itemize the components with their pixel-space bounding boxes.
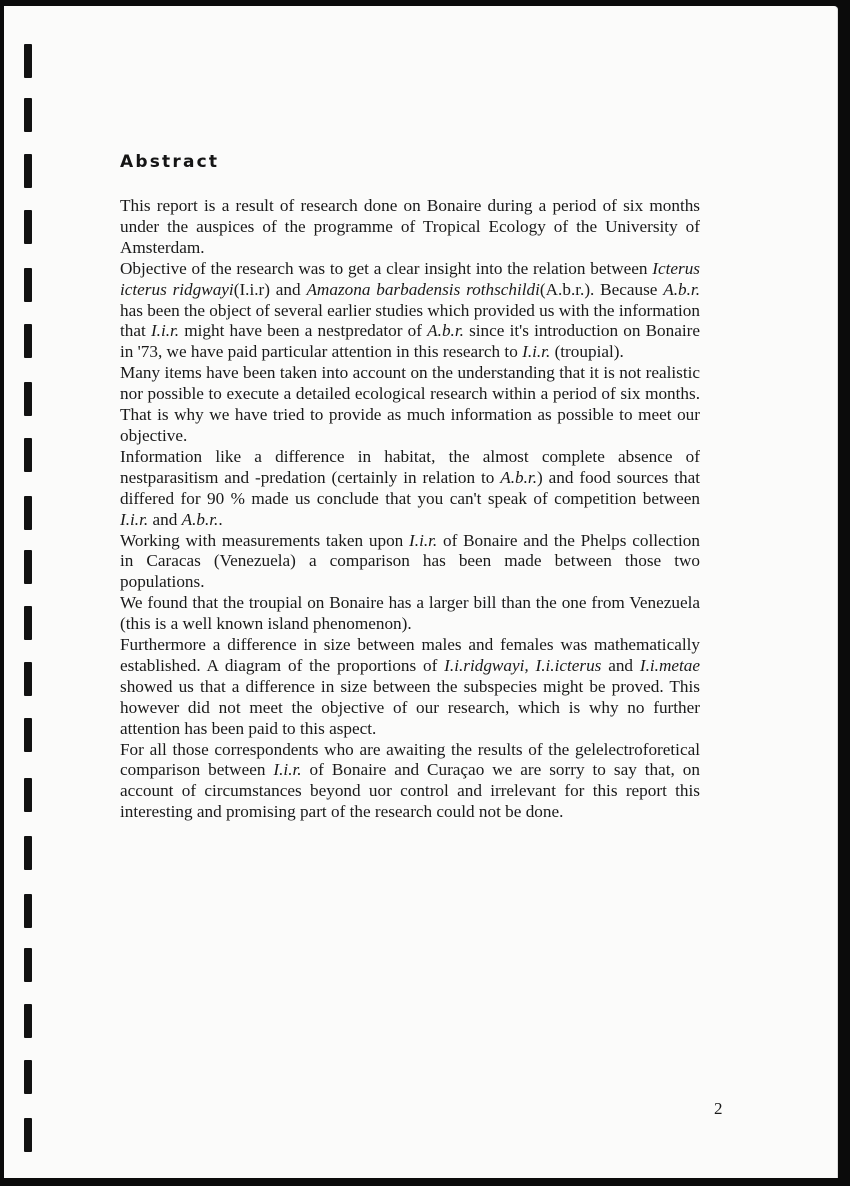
paragraph: Furthermore a difference in size between males and females was mathematically established. A diagram of the proportions of I.i.ridgwayi, I.i.icterus and I.i.metae showed us that a difference in size between the subspecies might be proved. This however did not meet the objective of our research, which is why no further attention has been paid to this aspect. <box>120 635 700 738</box>
binding-hole <box>24 550 32 584</box>
binding-hole <box>24 894 32 928</box>
binding-hole <box>24 1060 32 1094</box>
binding-hole <box>24 718 32 752</box>
document-page <box>4 6 838 1178</box>
binding-hole <box>24 324 32 358</box>
binding-hole <box>24 382 32 416</box>
binding-hole <box>24 836 32 870</box>
paragraph: Working with measurements taken upon I.i.r. of Bonaire and the Phelps collection in Caracas (Venezuela) a comparison has been made between those two populations. <box>120 530 700 592</box>
binding-hole <box>24 948 32 982</box>
binding-hole <box>24 778 32 812</box>
binding-hole <box>24 606 32 640</box>
paragraph: Many items have been taken into account on the understanding that it is not realistic nor possible to execute a detailed ecological research within a period of six months. That is why we have tried to provide as much information as possible to meet our objective. <box>120 363 700 445</box>
binding-hole <box>24 438 32 472</box>
binding-hole <box>24 662 32 696</box>
binding-hole <box>24 1004 32 1038</box>
binding-hole <box>24 268 32 302</box>
abstract-heading: Abstract <box>120 152 220 172</box>
binding-hole <box>24 98 32 132</box>
binding-hole <box>24 154 32 188</box>
paragraph: Information like a difference in habitat, the almost complete absence of nestparasitism and -predation (certainly in relation to A.b.r.) and food sources that differed for 90 % made us conclude that you can't speak of competition between I.i.r. and A.b.r.. <box>120 446 700 529</box>
binding-hole <box>24 496 32 530</box>
binding-holes <box>4 6 44 1178</box>
binding-hole <box>24 1118 32 1152</box>
page-number: 2 <box>714 1099 723 1118</box>
paragraph: Objective of the research was to get a clear insight into the relation between Icterus icterus ridgwayi(I.i.r) and Amazona barbadensis rothschildi(A.b.r.). Because A.b.r. has been the object of several earlier studies which provided us with the information that I.i.r. might have been a nestpredator of A.b.r. since it's introduction on Bonaire in '73, we have paid particular attention in this research to I.i.r. (troupial). <box>120 258 701 362</box>
binding-hole <box>24 44 32 78</box>
paragraph: We found that the troupial on Bonaire has a larger bill than the one from Venezuela (this is a well known island phenomenon). <box>120 593 700 634</box>
paragraph: This report is a result of research done on Bonaire during a period of six months under the auspices of the programme of Tropical Ecology of the University of Amsterdam. <box>120 196 700 257</box>
abstract-body <box>120 196 700 823</box>
binding-hole <box>24 210 32 244</box>
paragraph: For all those correspondents who are awaiting the results of the gelelectroforetical comparison between I.i.r. of Bonaire and Curaçao we are sorry to say that, on account of circumstances beyond uor control and irrelevant for this report this interesting and promising part of the research could not be done. <box>120 739 700 822</box>
